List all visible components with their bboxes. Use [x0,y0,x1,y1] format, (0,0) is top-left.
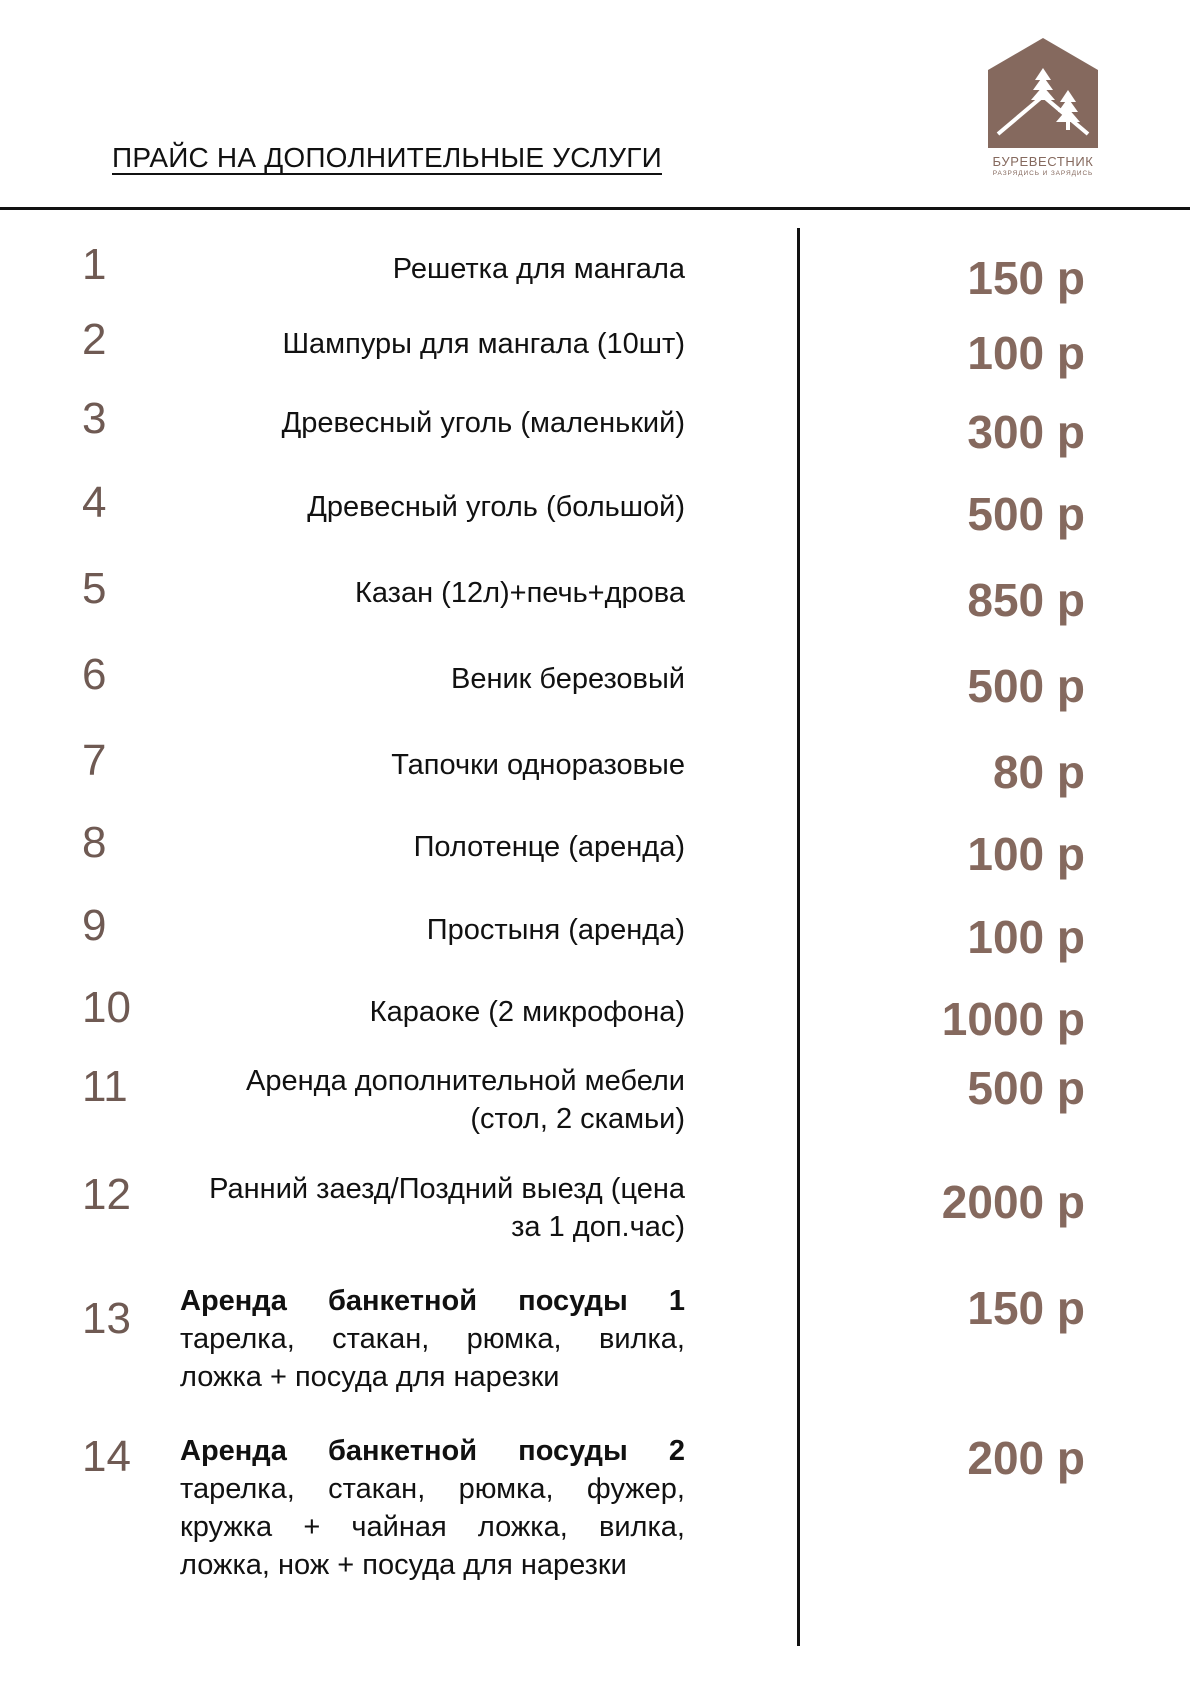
service-price: 100 р [967,327,1085,379]
service-name [180,1432,685,1584]
row-number: 14 [82,1432,131,1481]
service-details: тарелка, стакан, рюмка, фужер, кружка + чайная ложка, вилка, ложка, нож + посуда для нарезки [180,1473,685,1581]
row-number: 11 [82,1062,128,1111]
service-details: тарелка, стакан, рюмка, вилка, ложка + посуда для нарезки [180,1323,685,1393]
service-name-bold: Аренда банкетной посуды 1 [180,1285,685,1317]
service-name: Шампуры для мангала (10шт) [282,328,685,360]
row-number: 7 [82,736,107,785]
service-price: 100 р [967,911,1085,963]
row-number: 4 [82,478,107,527]
service-price: 500 р [967,488,1085,540]
service-price: 500 р [967,1062,1085,1114]
column-divider [797,228,800,1646]
page-title: ПРАЙС НА ДОПОЛНИТЕЛЬНЫЕ УСЛУГИ [112,142,662,173]
service-price: 2000 р [941,1176,1085,1228]
service-name: Аренда дополнительной мебели (стол, 2 скамьи) [246,1065,685,1135]
service-price: 1000 р [941,993,1085,1045]
row-number: 1 [82,240,107,289]
brand-tagline: РАЗРЯДИСЬ И ЗАРЯДИСЬ [992,170,1094,177]
row-number: 2 [82,315,107,364]
service-price: 150 р [967,252,1085,304]
service-name: Ранний заезд/Поздний выезд (цена за 1 доп.час) [209,1173,685,1243]
service-name: Веник березовый [450,663,685,695]
brand-name: БУРЕВЕСТНИК [992,154,1094,169]
service-name: Решетка для мангала [392,253,685,285]
service-name: Простыня (аренда) [426,914,685,946]
service-name: Древесный уголь (большой) [307,491,685,523]
row-number: 5 [82,564,107,613]
service-price: 200 р [967,1432,1085,1484]
service-price: 150 р [967,1282,1085,1334]
service-price: 80 р [992,746,1085,798]
service-name [180,1282,685,1396]
header-divider [0,207,1190,210]
service-price: 500 р [967,660,1085,712]
service-name: Тапочки одноразовые [391,749,685,781]
row-number: 13 [82,1294,131,1343]
service-name: Караоке (2 микрофона) [369,996,685,1028]
service-name: Древесный уголь (маленький) [281,407,685,439]
service-price: 300 р [967,406,1085,458]
row-number: 6 [82,650,107,699]
row-number: 10 [82,983,131,1032]
row-number: 8 [82,818,107,867]
row-number: 12 [82,1170,131,1219]
row-number: 3 [82,394,107,443]
service-price: 850 р [967,574,1085,626]
service-price: 100 р [967,828,1085,880]
row-number: 9 [82,901,107,950]
service-name: Полотенце (аренда) [413,831,685,863]
service-name-bold: Аренда банкетной посуды 2 [180,1435,685,1467]
service-name: Казан (12л)+печь+дрова [354,577,685,609]
